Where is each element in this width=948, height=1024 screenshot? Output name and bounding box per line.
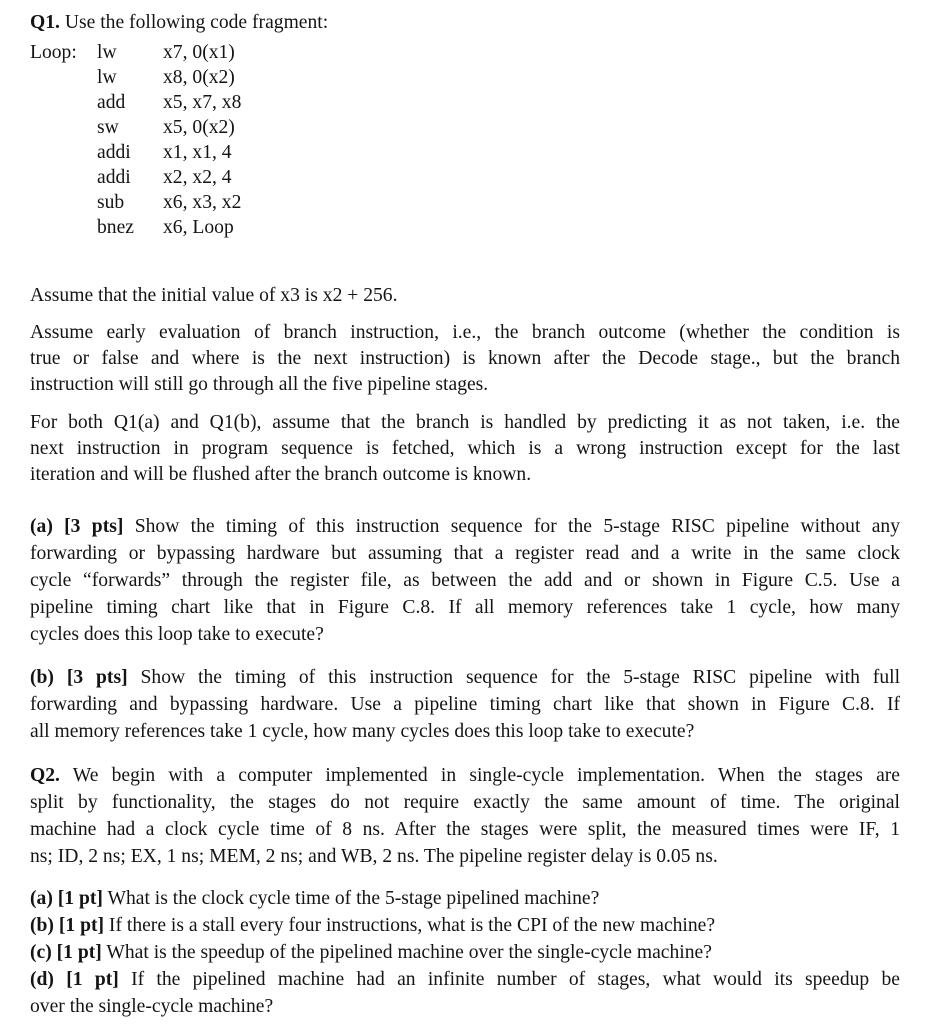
q2-label: Q2. <box>30 765 60 786</box>
code-opcode: bnez <box>97 217 134 238</box>
q1a-line: cycle “forwards” through the register file, as between the add and or shown in Figure C.5. Use a <box>30 570 900 591</box>
assume-x3-text: Assume that the initial value of x3 is x2 + 256. <box>30 285 398 306</box>
q2c-text: What is the speedup of the pipelined machine over the single-cycle machine? <box>106 942 712 963</box>
q2d-label: (d) [1 pt] <box>30 969 119 990</box>
q2-line: ns; ID, 2 ns; EX, 1 ns; MEM, 2 ns; and WB, 2 ns. The pipeline register delay is 0.05 ns. <box>30 846 718 867</box>
q2d-line <box>30 968 900 992</box>
q2a-text: What is the clock cycle time of the 5-stage pipelined machine? <box>107 888 600 909</box>
code-operands: x7, 0(x1) <box>163 42 235 63</box>
q1a-line: pipeline timing chart like that in Figure C.8. If all memory references take 1 cycle, how many <box>30 597 900 618</box>
code-operands: x8, 0(x2) <box>163 67 235 88</box>
code-opcode: addi <box>97 142 131 163</box>
q2a-label: (a) [1 pt] <box>30 888 103 909</box>
not-taken-line: next instruction in program sequence is fetched, which is a wrong instruction except for the last <box>30 438 900 459</box>
q1a-line <box>30 515 900 539</box>
not-taken-line: iteration and will be flushed after the branch outcome is known. <box>30 464 532 485</box>
q1-label: Q1. <box>30 12 60 33</box>
q1a-label: (a) [3 pts] <box>30 516 124 537</box>
code-label: Loop: <box>30 42 77 63</box>
q1b-line <box>30 666 900 690</box>
q1-intro-text: Use the following code fragment: <box>64 12 329 33</box>
q2c-line <box>30 941 900 965</box>
code-opcode: addi <box>97 167 131 188</box>
code-opcode: lw <box>97 67 117 88</box>
q1b-line: forwarding and bypassing hardware. Use a pipeline timing chart like that shown in Figure C.8. If <box>30 694 900 715</box>
q1b-line: all memory references take 1 cycle, how many cycles does this loop take to execute? <box>30 721 695 742</box>
q1-intro <box>30 11 900 35</box>
code-opcode: sw <box>97 117 119 138</box>
early-eval-line: instruction will still go through all the five pipeline stages. <box>30 374 489 395</box>
code-operands: x5, x7, x8 <box>163 92 242 113</box>
q1b-label: (b) [3 pts] <box>30 667 128 688</box>
code-opcode: sub <box>97 192 125 213</box>
q2-line: split by functionality, the stages do not require exactly the same amount of time. The original <box>30 792 900 813</box>
code-operands: x6, Loop <box>163 217 234 238</box>
not-taken-line: For both Q1(a) and Q1(b), assume that the branch is handled by predicting it as not taken, i.e. the <box>30 412 900 433</box>
code-operands: x2, x2, 4 <box>163 167 232 188</box>
q1b-text: Show the timing of this instruction sequence for the 5-stage RISC pipeline with full <box>140 667 901 688</box>
code-opcode: add <box>97 92 126 113</box>
q2b-label: (b) [1 pt] <box>30 915 105 936</box>
q2d-text: If the pipelined machine had an infinite number of stages, what would its speedup be <box>131 969 900 990</box>
q2b-line <box>30 914 900 938</box>
q2a-line <box>30 887 900 911</box>
q2c-label: (c) [1 pt] <box>30 942 102 963</box>
code-operands: x5, 0(x2) <box>163 117 235 138</box>
q1a-line: forwarding or bypassing hardware but assuming that a register read and a write in the same clock <box>30 543 900 564</box>
q2d-line: over the single-cycle machine? <box>30 996 274 1017</box>
code-operands: x6, x3, x2 <box>163 192 242 213</box>
early-eval-line: Assume early evaluation of branch instruction, i.e., the branch outcome (whether the condition is <box>30 322 900 343</box>
code-operands: x1, x1, 4 <box>163 142 232 163</box>
q2-text: We begin with a computer implemented in single-cycle implementation. When the stages are <box>72 765 900 786</box>
early-eval-line: true or false and where is the next instruction) is known after the Decode stage., but the branch <box>30 348 900 369</box>
q1a-line: cycles does this loop take to execute? <box>30 624 324 645</box>
q2b-text: If there is a stall every four instructions, what is the CPI of the new machine? <box>108 915 716 936</box>
q1a-text: Show the timing of this instruction sequence for the 5-stage RISC pipeline without any <box>134 516 900 537</box>
q2-line: machine had a clock cycle time of 8 ns. After the stages were split, the measured times were IF, 1 <box>30 819 900 840</box>
code-opcode: lw <box>97 42 117 63</box>
q2-line <box>30 764 900 788</box>
